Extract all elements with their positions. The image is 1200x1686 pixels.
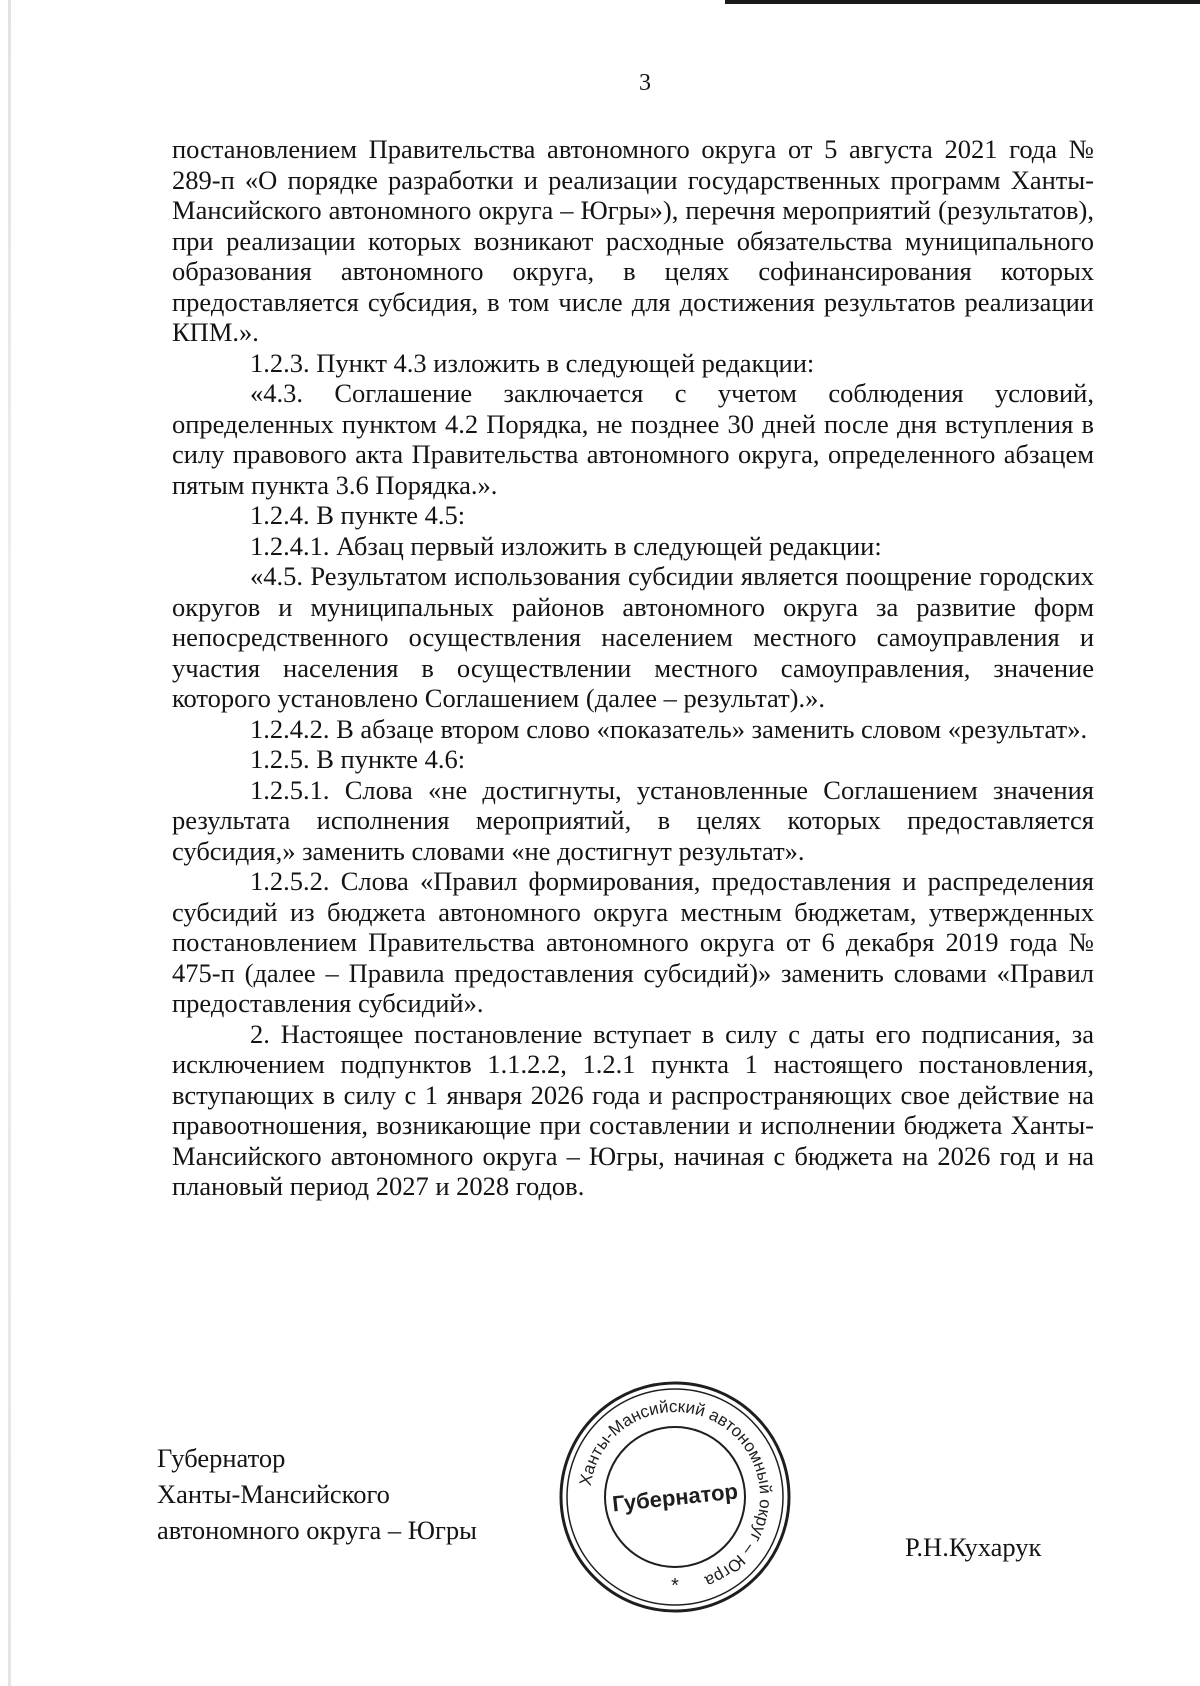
paragraph: 1.2.4. В пункте 4.5:: [250, 500, 466, 530]
scan-edge-shadow: [8, 0, 11, 1686]
paragraph: «4.3. Соглашение заключается с учетом соблюдения условий, определенных пунктом 4.2 Порядка, не позднее 30 дней после дня вступления в силу правового акта Правительства автономного округа, определенного абзацем пятым пункта 3.6 Порядка.».: [172, 378, 1094, 500]
paragraph: постановлением Правительства автономного округа от 5 августа 2021 года № 289-п «О порядке разработки и реализации государственных программ Ханты-Мансийского автономного округа – Югры»), перечня мероприятий (результатов), при реализации которых возникают расходные обязательства муниципального образования автономного округа, в целях софинансирования которых предоставляется субсидия, в том числе для достижения результатов реализации КПМ.».: [172, 134, 1094, 347]
seal-ring-text: Ханты-Мансийский автономный округ – Югра: [575, 1396, 776, 1591]
signature-title-line: Губернатор: [157, 1443, 286, 1473]
paragraph: 1.2.5.1. Слова «не достигнуты, установленные Соглашением значения результата исполнения мероприятий, в целях которых предоставляется субсидия,» заменить словами «не достигнут результат».: [172, 774, 1094, 866]
signature-block: [157, 1440, 477, 1548]
paragraph: 1.2.3. Пункт 4.3 изложить в следующей редакции:: [250, 347, 815, 378]
signature-title-line: Ханты-Мансийского: [157, 1479, 390, 1509]
paragraph: 1.2.4.2. В абзаце втором слово «показатель» заменить словом «результат».: [250, 713, 1088, 744]
paragraph: 2. Настоящее постановление вступает в силу с даты его подписания, за исключением подпунктов 1.1.2.2, 1.2.1 пункта 1 настоящего постановления, вступающих в силу с 1 января 2026 года и распространяющих свое действие на правоотношения, возникающие при составлении и исполнении бюджета Ханты-Мансийского автономного округа – Югры, начиная с бюджета на 2026 год и на плановый период 2027 и 2028 годов.: [172, 1018, 1094, 1201]
document-body: [172, 134, 1094, 1202]
paragraph: 1.2.4.1. Абзац первый изложить в следующей редакции:: [250, 530, 882, 561]
page-number: 3: [639, 70, 651, 96]
paragraph: 1.2.5.2. Слова «Правил формирования, предоставления и распределения субсидий из бюджета автономного округа местным бюджетам, утвержденных постановлением Правительства автономного округа от 6 декабря 2019 года № 475-п (далее – Правила предоставления субсидий)» заменить словами «Правил предоставления субсидий».: [172, 866, 1094, 1018]
scan-top-edge: [725, 0, 1200, 4]
signer-name: Р.Н.Кухарук: [905, 1532, 1042, 1562]
seal-star-icon: *: [671, 1575, 679, 1597]
paragraph: «4.5. Результатом использования субсидии является поощрение городских округов и муниципальных районов автономного округа за развитие форм непосредственного осуществления населением местного самоуправления и участия населения в осуществлении местного самоуправления, значение которого установлено Соглашением (далее – результат).».: [172, 561, 1094, 713]
governor-seal: [555, 1377, 795, 1617]
seal-center-text: Губернатор: [611, 1478, 740, 1517]
signature-title-line: автономного округа – Югры: [157, 1515, 477, 1545]
paragraph: 1.2.5. В пункте 4.6:: [250, 744, 466, 774]
